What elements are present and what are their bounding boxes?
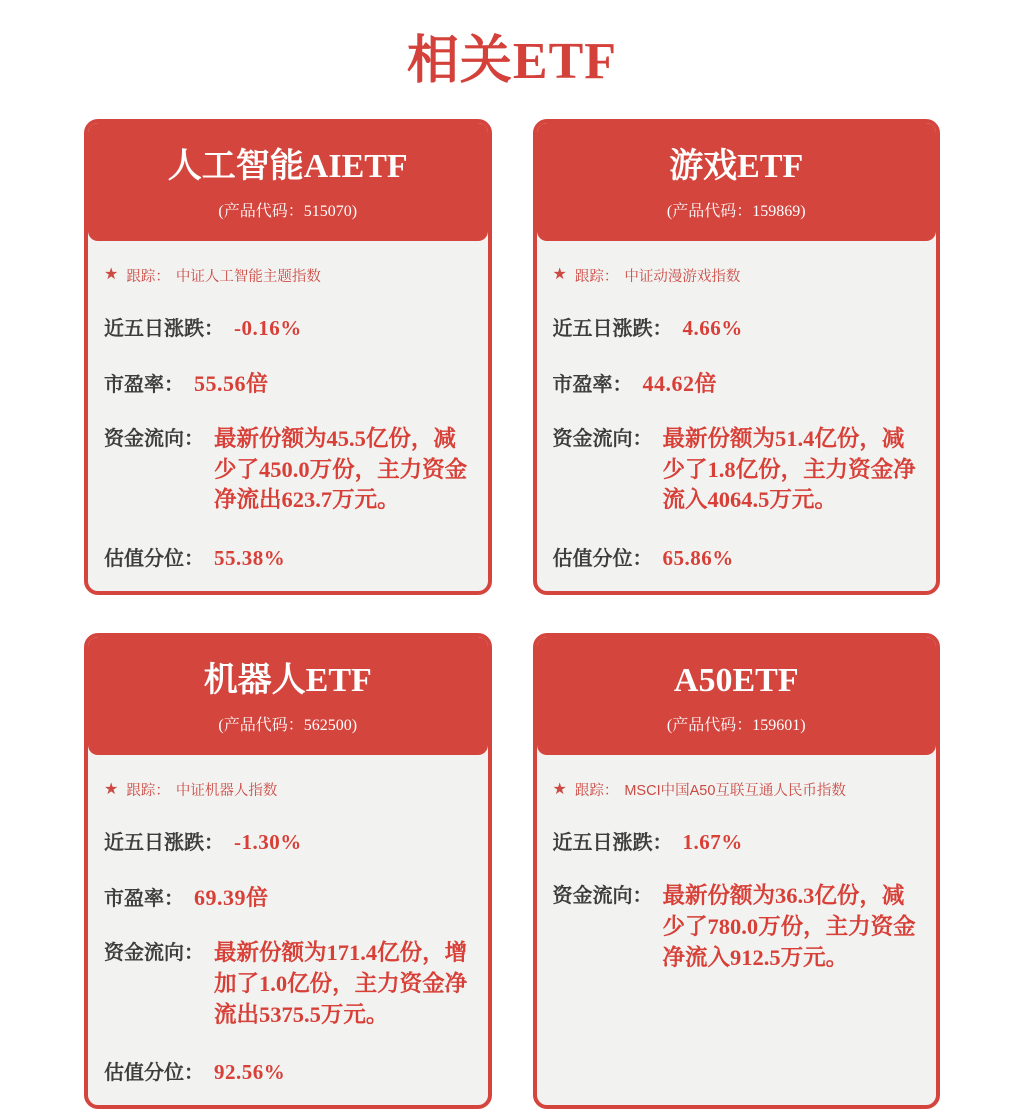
flow-label: 资金流向： bbox=[552, 885, 653, 908]
change5d-row bbox=[553, 826, 921, 855]
etf-title: 人工智能AIETF bbox=[167, 148, 408, 185]
etf-card-game bbox=[533, 119, 941, 595]
page-title: 相关ETF bbox=[406, 33, 618, 90]
etf-product-code: (产品代码：515070) bbox=[218, 202, 358, 220]
pe-label: 市盈率： bbox=[552, 373, 633, 396]
pe-value: 44.62倍 bbox=[642, 370, 718, 396]
pe-label: 市盈率： bbox=[104, 888, 184, 911]
change5d-row bbox=[104, 312, 472, 341]
card-body bbox=[88, 241, 488, 591]
track-row bbox=[553, 779, 921, 800]
flow-row bbox=[104, 424, 472, 516]
flow-value: 最新份额为36.3亿份，减少了780.0万份，主力资金净流入912.5万元。 bbox=[662, 883, 916, 970]
pe-row bbox=[553, 367, 921, 398]
etf-card-robot bbox=[84, 633, 492, 1109]
change5d-value: 4.66% bbox=[682, 315, 743, 340]
star-icon: ★ bbox=[552, 780, 567, 798]
flow-row bbox=[553, 424, 921, 516]
track-index: 中证人工智能主题指数 bbox=[175, 268, 321, 285]
flow-value: 最新份额为51.4亿份，减少了1.8亿份，主力资金净流入4064.5万元。 bbox=[662, 425, 916, 513]
track-label: 跟踪： bbox=[126, 268, 170, 285]
change5d-row bbox=[104, 826, 472, 855]
flow-row bbox=[553, 881, 921, 973]
valuation-label: 估值分位： bbox=[552, 548, 653, 571]
track-label: 跟踪： bbox=[574, 783, 619, 800]
card-header bbox=[88, 637, 488, 755]
card-header bbox=[537, 123, 937, 241]
pe-value: 69.39倍 bbox=[194, 885, 269, 911]
etf-card-aietf bbox=[84, 119, 492, 595]
track-index: 中证机器人指数 bbox=[175, 783, 278, 800]
etf-product-code: (产品代码：562500) bbox=[218, 717, 358, 735]
track-index: 中证动漫游戏指数 bbox=[624, 268, 741, 285]
pe-value: 55.56倍 bbox=[194, 370, 269, 396]
change5d-label: 近五日涨跌： bbox=[104, 317, 224, 340]
valuation-row bbox=[553, 542, 921, 571]
track-index: MSCI中国A50互联互通人民币指数 bbox=[624, 783, 846, 800]
pe-row bbox=[104, 881, 472, 912]
change5d-row bbox=[553, 312, 921, 341]
etf-product-code: (产品代码：159869) bbox=[666, 202, 806, 220]
track-row bbox=[553, 265, 921, 286]
change5d-label: 近五日涨跌： bbox=[552, 317, 673, 340]
pe-label: 市盈率： bbox=[104, 373, 184, 396]
track-label: 跟踪： bbox=[126, 783, 170, 800]
valuation-label: 估值分位： bbox=[104, 1062, 204, 1085]
card-body bbox=[88, 755, 488, 1105]
change5d-value: 1.67% bbox=[682, 830, 743, 855]
flow-value: 最新份额为171.4亿份，增加了1.0亿份，主力资金净流出5375.5万元。 bbox=[214, 940, 468, 1027]
star-icon: ★ bbox=[552, 266, 567, 284]
change5d-label: 近五日涨跌： bbox=[104, 832, 224, 855]
card-header bbox=[88, 123, 488, 241]
valuation-row bbox=[104, 542, 472, 571]
etf-product-code: (产品代码：159601) bbox=[666, 717, 806, 735]
etf-title: 机器人ETF bbox=[203, 662, 372, 700]
flow-value: 最新份额为45.5亿份，减少了450.0万份，主力资金净流出623.7万元。 bbox=[214, 425, 468, 513]
valuation-label: 估值分位： bbox=[104, 548, 204, 571]
etf-title: 游戏ETF bbox=[669, 148, 804, 185]
etf-card-a50 bbox=[533, 633, 941, 1109]
etf-title: A50ETF bbox=[673, 662, 799, 700]
valuation-value: 55.38% bbox=[214, 546, 286, 571]
star-icon: ★ bbox=[104, 780, 119, 798]
track-row bbox=[104, 779, 472, 800]
card-body bbox=[537, 755, 937, 1105]
change5d-value: -0.16% bbox=[234, 315, 302, 340]
valuation-value: 65.86% bbox=[662, 546, 734, 571]
change5d-label: 近五日涨跌： bbox=[552, 832, 673, 855]
flow-label: 资金流向： bbox=[104, 942, 204, 965]
track-label: 跟踪： bbox=[574, 268, 619, 285]
change5d-value: -1.30% bbox=[234, 830, 302, 855]
track-row bbox=[104, 265, 472, 286]
flow-label: 资金流向： bbox=[104, 427, 204, 450]
valuation-row bbox=[104, 1056, 472, 1085]
etf-grid bbox=[84, 119, 940, 1109]
flow-label: 资金流向： bbox=[552, 427, 653, 450]
star-icon: ★ bbox=[104, 266, 119, 284]
pe-row bbox=[104, 367, 472, 398]
card-header bbox=[537, 637, 937, 755]
flow-row bbox=[104, 938, 472, 1030]
valuation-value: 92.56% bbox=[214, 1060, 286, 1085]
card-body bbox=[537, 241, 937, 591]
